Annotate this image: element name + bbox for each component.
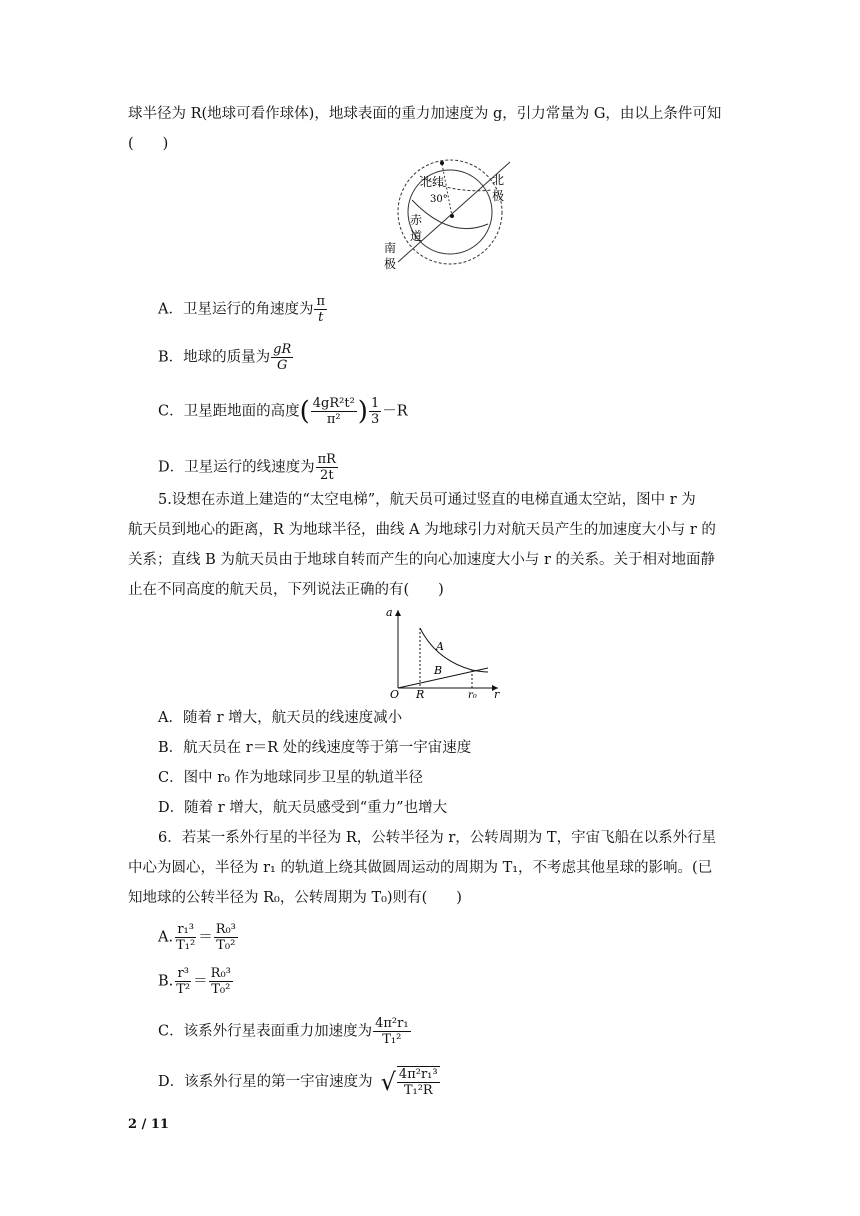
q6-option-d: D．该系外行星的第一宇宙速度为 √ $\frac{\text{4π²r₁³}}{\text{T₁²R}}$	[158, 1067, 438, 1098]
fig2-a-label: a	[386, 606, 393, 619]
q5-line-1: 5.设想在赤道上建造的“太空电梯”，航天员可通过竖直的电梯直通太空站，图中 r 为	[158, 492, 696, 508]
q5-line-4: 止在不同高度的航天员，下列说法正确的有( )	[128, 582, 444, 598]
fig2-r0-label: r₀	[468, 690, 477, 700]
q5-option-b: B．航天员在 r＝R 处的线速度等于第一宇宙速度	[158, 740, 472, 756]
page-number: 2 / 11	[128, 1117, 169, 1132]
q5-line-3: 关系；直线 B 为航天员由于地球自转而产生的向心加速度大小与 r 的关系。关于相对地面静	[128, 552, 716, 568]
fig1-north-pole-2: 极	[492, 189, 505, 203]
fig2-B-label: B	[434, 664, 443, 677]
q5-option-a: A．随着 r 增大，航天员的线速度减小	[158, 710, 403, 726]
q4-option-d: D．卫星运行的线速度为 $\frac{\pi R}{2t}$	[158, 452, 336, 483]
q5-line-2: 航天员到地心的距离，R 为地球半径，曲线 A 为地球引力对航天员产生的加速度大小与 r 的	[128, 522, 716, 538]
q4-option-c: C．卫星距地面的高度( $\frac{\text{4gR²t²}}{\text{π²}}$ ) $\frac{1}{3}$ －R	[158, 396, 408, 427]
fig1-south-pole-2: 极	[384, 257, 397, 271]
fig1-north-lat: 北纬	[420, 175, 445, 189]
intro-line-1: 球半径为 R(地球可看作球体)，地球表面的重力加速度为 g，引力常量为 G，由以上条件可知	[128, 106, 722, 122]
fig2-R-label: R	[416, 688, 425, 700]
a-r-graph	[378, 604, 508, 700]
q5-option-d: D．随着 r 增大，航天员感受到“重力”也增大	[158, 800, 448, 816]
q6-option-b: B. $\frac{\text{r³}}{\text{T²}}$ ＝ $\frac{\text{R₀³}}{\text{T₀²}}$	[158, 966, 231, 997]
fig2-o-label: O	[390, 688, 400, 700]
intro-line-2: ( )	[128, 136, 169, 152]
q6-option-c: C．该系外行星表面重力加速度为 $\frac{\text{4π²r₁}}{\text{T₁²}}$	[158, 1016, 409, 1047]
q4-option-a: A．卫星运行的角速度为 $\frac{\pi}{t}$	[158, 294, 326, 325]
fig1-equator-2: 道	[410, 229, 423, 243]
fig1-equator-1: 赤	[410, 213, 423, 227]
fig2-A-label: A	[436, 640, 444, 653]
fig1-deg: 30°	[430, 194, 448, 205]
q6-line-1: 6．若某一系外行星的半径为 R，公转半径为 r，公转周期为 T，宇宙飞船在以系外行星	[158, 830, 717, 846]
fig2-r-label: r	[494, 688, 500, 700]
q6-line-2: 中心为圆心，半径为 r₁ 的轨道上绕其做圆周运动的周期为 T₁，不考虑其他星球的影响。(已	[128, 860, 713, 876]
q6-line-3: 知地球的公转半径为 R₀，公转周期为 T₀)则有( )	[128, 890, 462, 906]
q6-option-a: A. $\frac{\text{r₁³}}{\text{T₁²}}$ ＝ $\frac{\text{R₀³}}{\text{T₀²}}$	[158, 922, 236, 953]
q4-option-b: B．地球的质量为 $\frac{gR}{G}$	[158, 342, 292, 373]
fig1-south-pole-1: 南	[384, 241, 397, 255]
q5-option-c: C．图中 r₀ 作为地球同步卫星的轨道半径	[158, 770, 424, 786]
fig1-north-pole-1: 北	[492, 173, 505, 187]
orbit-figure	[380, 154, 520, 274]
